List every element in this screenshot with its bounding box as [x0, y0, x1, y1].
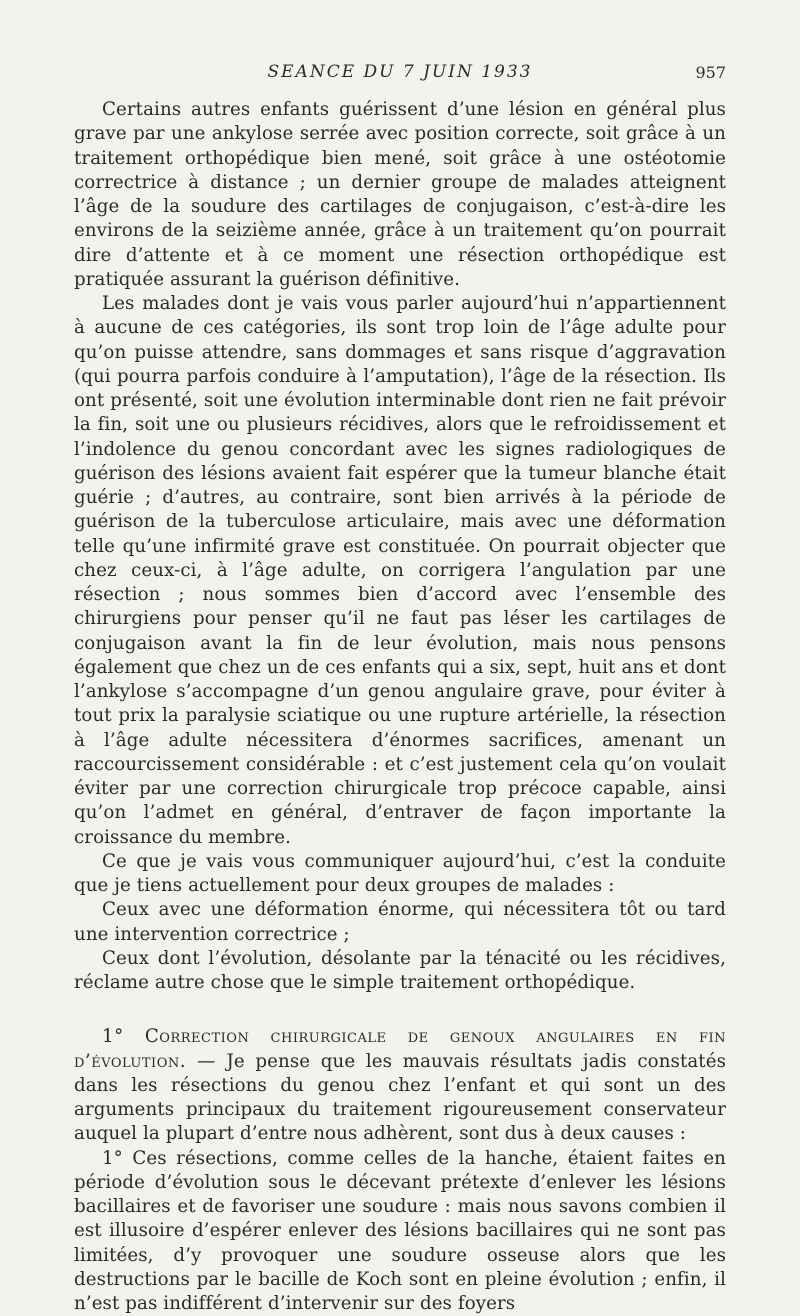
running-title: SEANCE DU 7 JUIN 1933: [74, 62, 726, 82]
page-header: [74, 62, 726, 84]
section-intro: Je pense que les mauvais résultats jadis constatés dans les résections du genou chez l’enfant et qui sont un des arguments principaux du traitement rigoureusement conservateur auquel la plupart d’entre nous adhèrent, sont dus à deux causes :: [74, 1051, 726, 1145]
paragraph: 1° Ces résections, comme celles de la hanche, étaient faites en période d’évolution sous le décevant prétexte d’enlever les lésions bacillaires et de favoriser une soudure : mais nous savons combien il est illusoire d’espérer enlever des lésions bacillaires qui ne sont pas limitées, d’y provoquer une soudure osseuse alors que les destructions par le bacille de Koch sont en pleine évolution ; enfin, il n’est pas indifférent d’intervenir sur des foyers: [74, 1147, 726, 1316]
page-number: 957: [695, 63, 726, 82]
paragraph: Ceux dont l’évolution, désolante par la ténacité ou les récidives, réclame autre chose que le simple traitement orthopédique.: [74, 947, 726, 996]
paragraph: Les malades dont je vais vous parler aujourd’hui n’appartiennent à aucune de ces catégories, ils sont trop loin de l’âge adulte pour qu’on puisse attendre, sans dommages et sans risque d’aggravation (qui pourra parfois conduire à l’amputation), l’âge de la résection. Ils ont présenté, soit une évolution interminable dont rien ne fait prévoir la fin, soit une ou plusieurs récidives, alors que le refroidissement et l’indolence du genou concordant avec les signes radiologiques de guérison des lésions avaient fait espérer que la tumeur blanche était guérie ; d’autres, au contraire, sont bien arrivés à la période de guérison de la tuberculose articulaire, mais avec une déformation telle qu’une infirmité grave est constituée. On pourrait objecter que chez ceux-ci, à l’âge adulte, on corrigera l’angulation par une résection ; nous sommes bien d’accord avec l’ensemble des chirurgiens pour penser qu’il ne faut pas léser les cartilages de conjugaison avant la fin de leur évolution, mais nous pensons également que chez un de ces enfants qui a six, sept, huit ans et dont l’ankylose s’accompagne d’un genou angulaire grave, pour éviter à tout prix la paralysie sciatique ou une rupture artérielle, la résection à l’âge adulte nécessitera d’énormes sacrifices, amenant un raccourcissement considérable : et c’est justement cela qu’on voulait éviter par une correction chirurgicale trop précoce capable, ainsi qu’on l’admet en général, d’entraver de façon importante la croissance du membre.: [74, 292, 726, 850]
section-heading: 1° Correction chirurgicale de genoux angulaires en fin d’évolution. —: [74, 1026, 726, 1071]
paragraph: Ce que je vais vous communiquer aujourd’hui, c’est la conduite que je tiens actuellement pour deux groupes de malades :: [74, 850, 726, 899]
paragraph: Certains autres enfants guérissent d’une lésion en général plus grave par une ankylose serrée avec position correcte, soit grâce à un traitement orthopédique bien mené, soit grâce à une ostéotomie correctrice à distance ; un dernier groupe de malades atteignent l’âge de la soudure des cartilages de conjugaison, c’est-à-dire les environs de la seizième année, grâce à un traitement qu’on pourrait dire d’attente et à ce moment une résection orthopédique est pratiquée assurant la guérison définitive.: [74, 98, 726, 292]
section-paragraph: [74, 1025, 726, 1146]
section-spacer: [74, 995, 726, 1025]
body-text: [74, 98, 726, 1316]
paragraph: Ceux avec une déformation énorme, qui nécessitera tôt ou tard une intervention correctrice ;: [74, 898, 726, 947]
